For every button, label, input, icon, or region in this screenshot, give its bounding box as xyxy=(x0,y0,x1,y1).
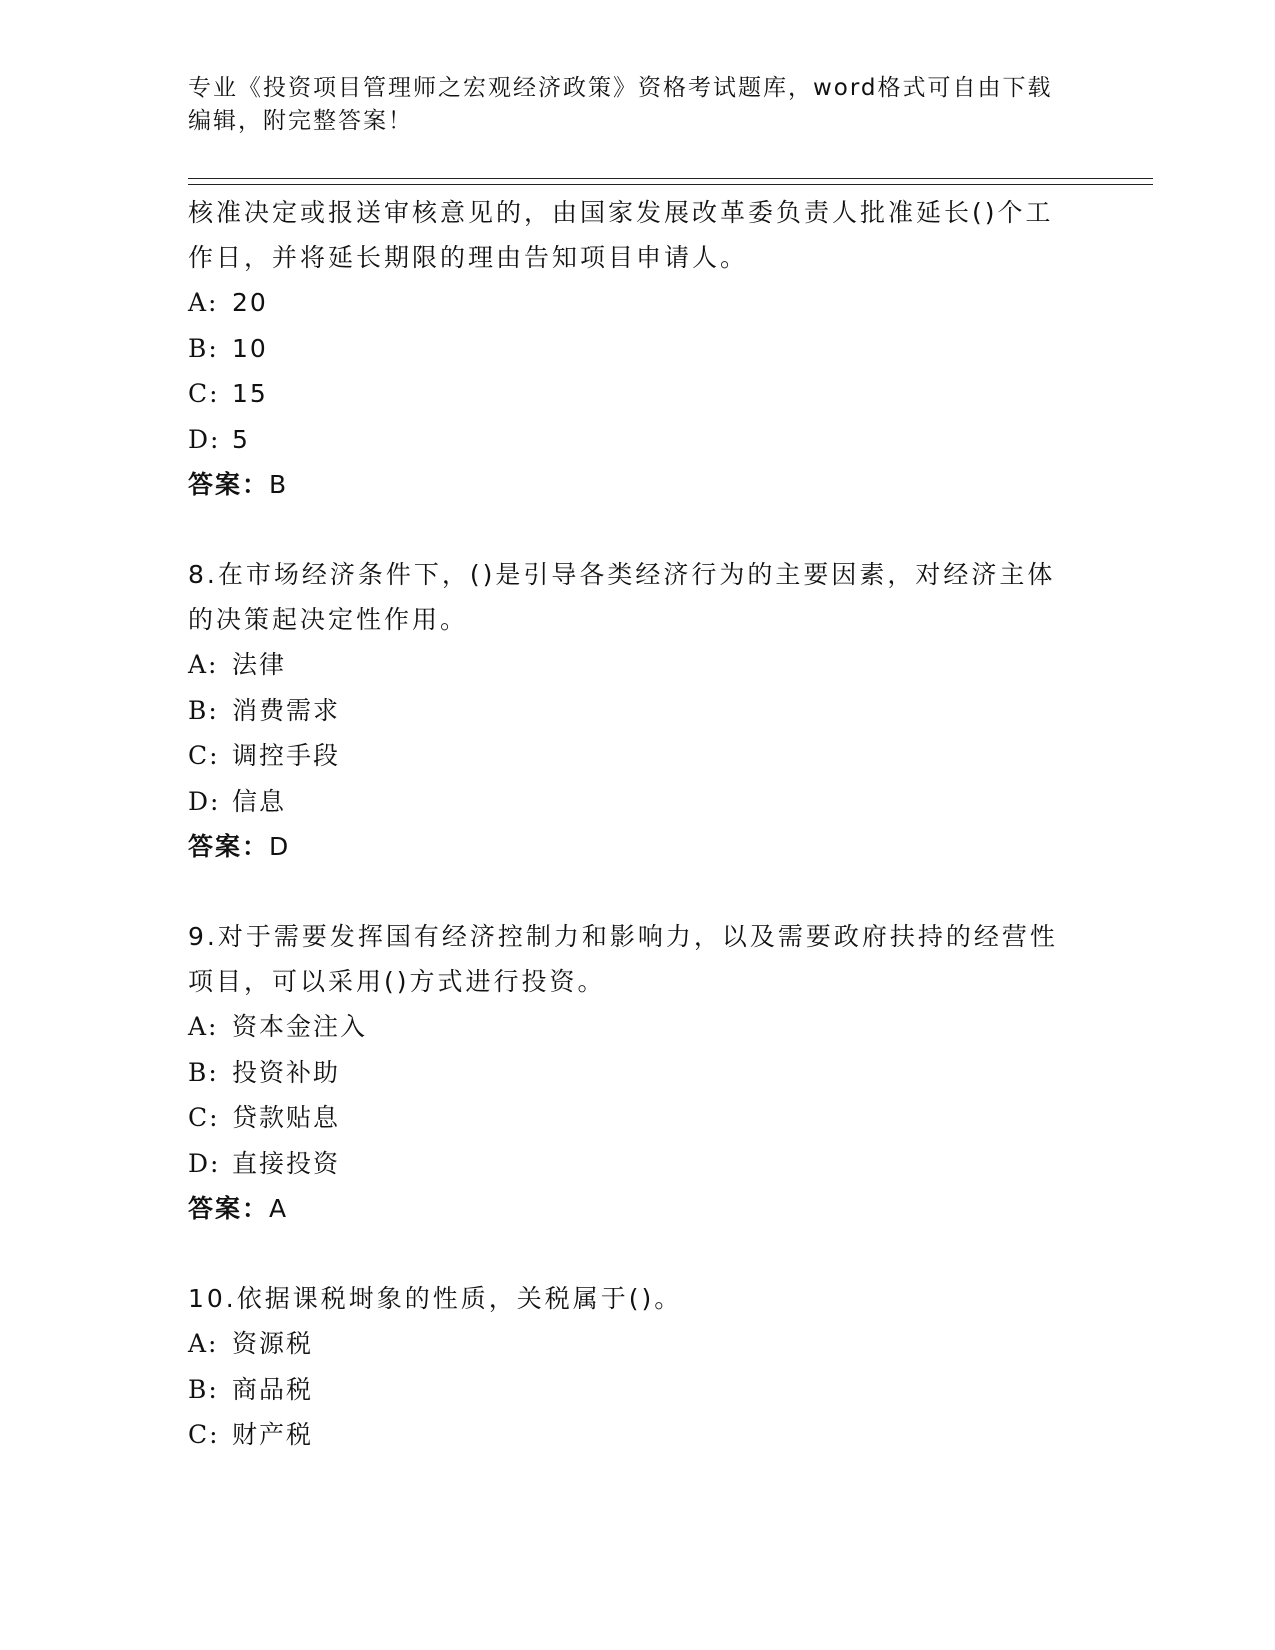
option-text: 5 xyxy=(232,424,250,454)
option-letter: D: xyxy=(188,424,221,454)
question-text: 9.对于需要发挥国有经济控制力和影响力，以及需要政府扶持的经营性项目，可以采用()方式进行投资。 xyxy=(188,922,1058,996)
option-text: 资本金注入 xyxy=(232,1012,368,1041)
option-letter: D: xyxy=(188,786,221,816)
option-c xyxy=(188,1412,1068,1458)
option-text: 直接投资 xyxy=(232,1148,341,1178)
question-text: 核准决定或报送审核意见的，由国家发展改革委负责人批准延长()个工作日，并将延长期限的理由告知项目申请人。 xyxy=(188,198,1054,272)
option-text: 投资补助 xyxy=(232,1057,341,1087)
option-text: 调控手段 xyxy=(232,741,341,770)
option-b xyxy=(188,326,1068,372)
answer-label: 答案： xyxy=(188,1194,270,1223)
document-header: 专业《投资项目管理师之宏观经济政策》资格考试题库，word格式可自由下载编辑，附完整答案！ xyxy=(188,75,1053,134)
option-text: 财产税 xyxy=(232,1420,314,1449)
question-block-8 xyxy=(188,552,1068,869)
option-letter: B: xyxy=(188,1374,219,1404)
question-list xyxy=(188,190,1068,1458)
option-letter: C: xyxy=(188,1103,220,1132)
header-divider-top xyxy=(188,178,1153,179)
answer-value: D xyxy=(269,832,289,861)
answer-line xyxy=(188,1186,1068,1231)
option-letter: C: xyxy=(188,1420,220,1449)
question-block-10 xyxy=(188,1276,1068,1458)
option-letter: B: xyxy=(188,333,219,363)
answer-label: 答案： xyxy=(188,832,270,861)
answer-line xyxy=(188,462,1068,507)
option-text: 贷款贴息 xyxy=(232,1103,341,1132)
option-letter: C: xyxy=(188,741,220,770)
option-text: 资源税 xyxy=(232,1329,314,1358)
option-text: 信息 xyxy=(232,786,287,816)
option-letter: B: xyxy=(188,695,219,725)
option-text: 15 xyxy=(232,379,268,408)
option-c xyxy=(188,733,1068,779)
question-text: 8.在市场经济条件下，()是引导各类经济行为的主要因素，对经济主体的决策起决定性作用。 xyxy=(188,560,1056,634)
option-d xyxy=(188,417,1068,463)
question-block-1 xyxy=(188,190,1068,507)
answer-value: A xyxy=(269,1194,287,1223)
option-a xyxy=(188,1004,1068,1050)
option-letter: A: xyxy=(188,1012,219,1041)
option-b xyxy=(188,1367,1068,1413)
option-letter: B: xyxy=(188,1057,219,1087)
option-text: 10 xyxy=(232,333,268,363)
option-a xyxy=(188,642,1068,688)
option-text: 20 xyxy=(232,288,268,317)
option-letter: C: xyxy=(188,379,220,408)
option-a xyxy=(188,280,1068,326)
option-letter: A: xyxy=(188,288,219,317)
option-letter: A: xyxy=(188,1329,219,1358)
option-text: 法律 xyxy=(232,650,287,679)
answer-value: B xyxy=(269,470,287,499)
option-letter: D: xyxy=(188,1148,221,1178)
option-c xyxy=(188,1095,1068,1141)
option-d xyxy=(188,1141,1068,1187)
header-divider-bottom xyxy=(188,184,1153,185)
option-letter: A: xyxy=(188,650,219,679)
option-text: 商品税 xyxy=(232,1374,314,1404)
option-b xyxy=(188,688,1068,734)
question-block-9 xyxy=(188,914,1068,1231)
option-c xyxy=(188,371,1068,417)
option-d xyxy=(188,779,1068,825)
option-text: 消费需求 xyxy=(232,695,341,725)
answer-line xyxy=(188,824,1068,869)
option-a xyxy=(188,1321,1068,1367)
question-text: 10.依据课税埘象的性质，关税属于()。 xyxy=(188,1284,683,1313)
answer-label: 答案： xyxy=(188,470,270,499)
option-b xyxy=(188,1050,1068,1096)
